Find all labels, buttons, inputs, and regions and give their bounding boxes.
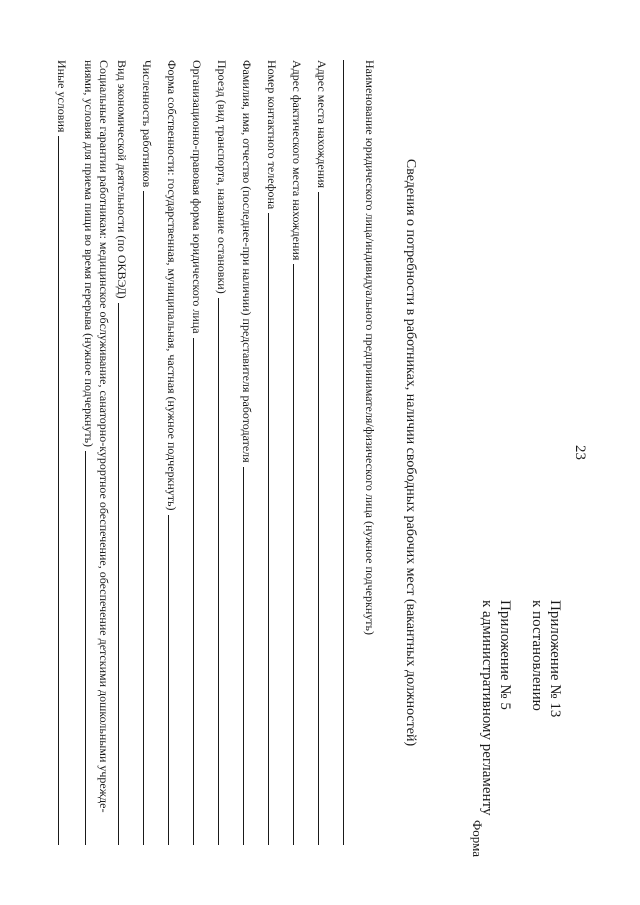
field-social-guarantees <box>81 60 111 845</box>
field-input-line[interactable] <box>243 467 244 845</box>
field-other-conditions <box>54 60 79 845</box>
field-label: Организационно-правовая форма юридического лица <box>190 60 204 334</box>
field-input-line[interactable] <box>293 264 294 845</box>
field-label: Проезд (вид транспорта, название остановки) <box>215 60 229 294</box>
field-location-address <box>314 60 339 845</box>
field-label: Адрес места нахождения <box>315 60 329 189</box>
field-label: Фамилия, имя, отчество (последнее-при наличии) представителя работодателя <box>240 60 254 463</box>
field-transport <box>214 60 239 845</box>
appendix-resolution-ref: к постановлению <box>529 600 545 711</box>
field-ownership <box>164 60 189 845</box>
field-activity-type <box>114 60 139 845</box>
field-input-line[interactable] <box>193 338 194 845</box>
field-employer-name <box>362 60 387 845</box>
field-label: Номер контактного телефона <box>265 60 279 210</box>
field-label: Социальные гарантии работникам: медицинское обслуживание, санаторно-курортное обеспечение, обеспечение детскими дошкольными учрежде- <box>97 60 111 813</box>
field-legal-form <box>189 60 214 845</box>
field-label: Численность работников <box>140 60 154 188</box>
field-label: Адрес фактического места нахождения <box>290 60 304 261</box>
field-input-line[interactable] <box>143 191 144 845</box>
form-fields <box>54 60 387 845</box>
document-title: Сведения о потребности в работниках, наличии свободных рабочих мест (вакантных должностей) <box>403 158 418 747</box>
appendix-block <box>478 600 564 815</box>
form-label: Форма <box>470 820 485 857</box>
field-input-line[interactable] <box>168 515 169 846</box>
field-input-line[interactable] <box>268 213 269 845</box>
field-actual-address <box>289 60 314 845</box>
field-input-line[interactable] <box>218 298 219 845</box>
appendix-regulation-number: Приложение № 5 <box>497 600 513 710</box>
appendix-regulation-ref: к административному регламенту <box>479 600 495 816</box>
field-employer-name-line[interactable] <box>343 60 362 845</box>
field-label: Иные условия <box>55 60 69 133</box>
field-input-line[interactable] <box>58 136 59 845</box>
field-input-line[interactable] <box>318 192 319 845</box>
field-phone <box>264 60 289 845</box>
field-input-line[interactable] <box>85 451 86 845</box>
field-representative-name <box>239 60 264 845</box>
field-label: ниями, условия для приема пищи во время перерыва (нужное подчеркнуть) <box>82 60 96 448</box>
page-number: 23 <box>572 445 588 460</box>
field-label: Вид экономической деятельности (по ОКВЭД) <box>115 60 129 299</box>
field-label: Наименование юридического лица/индивидуального предпринимателя/физического лица (нужное подчеркнуть) <box>363 60 377 635</box>
field-input-line[interactable] <box>118 303 119 845</box>
appendix-resolution-number: Приложение № 13 <box>547 600 563 718</box>
field-label: Форма собственности: государственная, муниципальная, частная (нужное подчеркнуть) <box>165 60 179 511</box>
field-employee-count <box>139 60 164 845</box>
